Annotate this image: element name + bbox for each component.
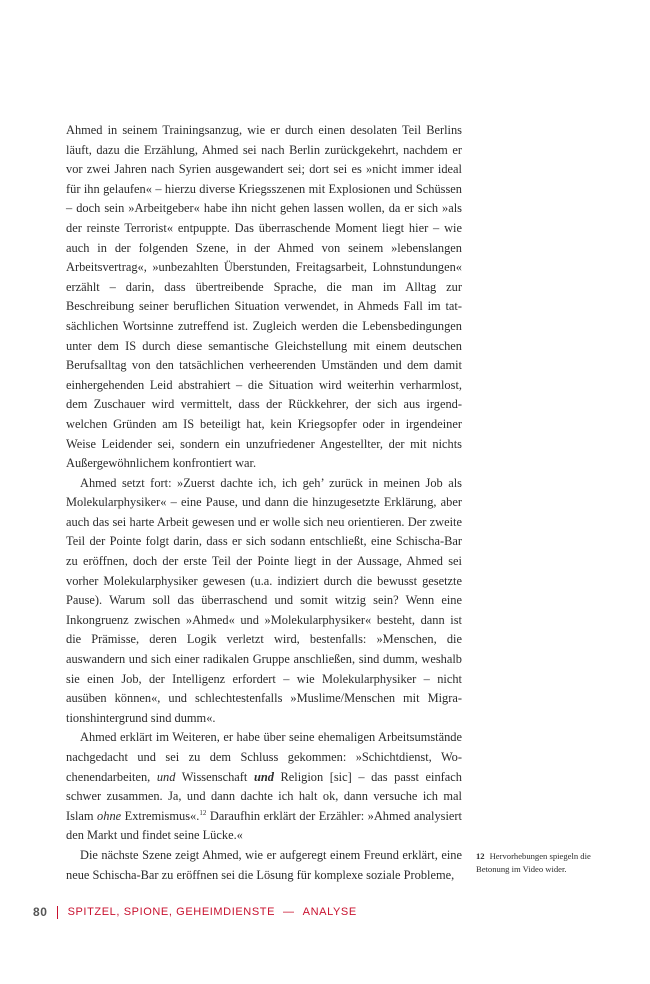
footnote-reference[interactable]: 12 bbox=[199, 808, 207, 817]
paragraph-3 bbox=[66, 728, 462, 846]
paragraph-4: Die nächste Szene zeigt Ahmed, wie er aufgeregt einem Freund erklärt, eine neue Schischa-Bar zu eröffnen sei die Lösung für komplexe soziale Probleme, bbox=[66, 847, 462, 882]
footer-book-title: SPITZEL, SPIONE, GEHEIMDIENSTE bbox=[67, 906, 276, 918]
paragraph-3-text-a: Ahmed erklärt im Weiteren, er habe über seine ehemaligen Arbeitsumstände nachgedacht und sei zu dem Schluss gekommen: »Schichtdienst, Wochenendarbeiten, bbox=[66, 730, 462, 784]
paragraph-3-text-c: Religion [sic] – das passt einfach schwer zusammen. Ja, und dann dachte ich halt ok, dann versuche ich mal Islam bbox=[66, 769, 462, 823]
paragraph-3-text-d: Extremismus«. bbox=[121, 808, 200, 823]
paragraph-3-text-e: Daraufhin erklärt der Erzähler: »Ahmed analysiert den Markt und findet seine Lücke.« bbox=[66, 808, 462, 843]
footer-divider bbox=[57, 906, 58, 919]
footnote-number: 12 bbox=[476, 851, 485, 861]
paragraph-1: Ahmed in seinem Trainingsanzug, wie er durch einen desolaten Teil Berlins läuft, dazu die Erzählung, Ahmed sei nach Berlin zurückgekehrt, nachdem er vor zwei Jahren nach Syrien ausgewandert sei; dort sei es »nicht immer ideal für ihn gelaufen« – hierzu diverse Kriegsszenen mit Explosionen und Schüssen – doch sein »Arbeitgeber« habe ihn nicht gehen lassen wollen, da er sich »als der reinste Terrorist« entpuppte. Das überraschende Moment liegt hier – wie auch in der folgenden Szene, in der Ahmed von seinem »lebenslangen Arbeitsvertrag«, »unbezahlten Überstunden, Freitagsarbeit, Lohnstundungen« erzählt – darin, dass übertreibende Sprache, die man im Alltag zur Beschreibung seiner beruflichen Situation verwendet, in Ahmeds Fall im tatsächlichen Wortsinne zutreffend ist. Zugleich werden die Lebensbedingungen unter dem IS durch diese semantische Gleichstellung mit einem deutschen Berufsalltag von den tatsächlichen verheerenden Umständen und dem damit einhergehenden Leid abstrahiert – die Situation wird weiterhin verharmlost, dem Zuschauer wird vermittelt, dass der Rückkehrer, der sich aus irgendwelchen Gründen am IS beteiligt hat, kein Kriegsopfer oder in irgendeiner Weise Leidender sei, sondern ein unzufriedener Angestellter, der mit nichts Außergewöhnlichem konfrontiert war. bbox=[66, 123, 462, 471]
emphasis-und-bold: und bbox=[253, 769, 274, 784]
paragraph-3-text-b: Wissenschaft bbox=[175, 769, 254, 784]
footer-dash: — bbox=[283, 906, 295, 918]
main-text-column bbox=[66, 121, 462, 885]
running-footer bbox=[33, 905, 357, 919]
page-number: 80 bbox=[33, 905, 48, 919]
footnote bbox=[476, 850, 606, 876]
paragraph-2: Ahmed setzt fort: »Zuerst dachte ich, ich geh’ zurück in meinen Job als Molekularphysiker« – eine Pause, und dann die hinzugesetzte Erklärung, aber auch das sei harte Arbeit gewesen und er wolle sich neu orientieren. Der zweite Teil der Pointe folgt darin, dass er sich sodann entschließt, eine Schischa-Bar zu eröffnen, doch der erste Teil der Pointe liegt in der Aussage, Ahmed sei vorher Molekularphysiker gewesen (u.a. indiziert durch die bewusst gesetzte Pause). Warum soll das überraschend und somit witzig sein? Wenn eine Inkongruenz zwischen »Ahmed« und »Molekularphysiker« besteht, dann ist die Prämisse, deren Logik verletzt wird, bestenfalls: »Menschen, die auswandern und sich einer radikalen Gruppe anschließen, sind dumm, weshalb sie einen Job, der Intelligenz erfordert – wie Molekularphysiker – nicht ausüben können«, und schlechtestenfalls »Muslime/Menschen mit Migrationshintergrund sind dumm«. bbox=[66, 475, 462, 725]
emphasis-ohne: ohne bbox=[97, 808, 122, 823]
emphasis-und-italic: und bbox=[156, 769, 176, 784]
footnote-text: Hervorhebungen spiegeln die Betonung im Video wider. bbox=[476, 851, 591, 875]
footer-section-label: ANALYSE bbox=[302, 906, 357, 918]
